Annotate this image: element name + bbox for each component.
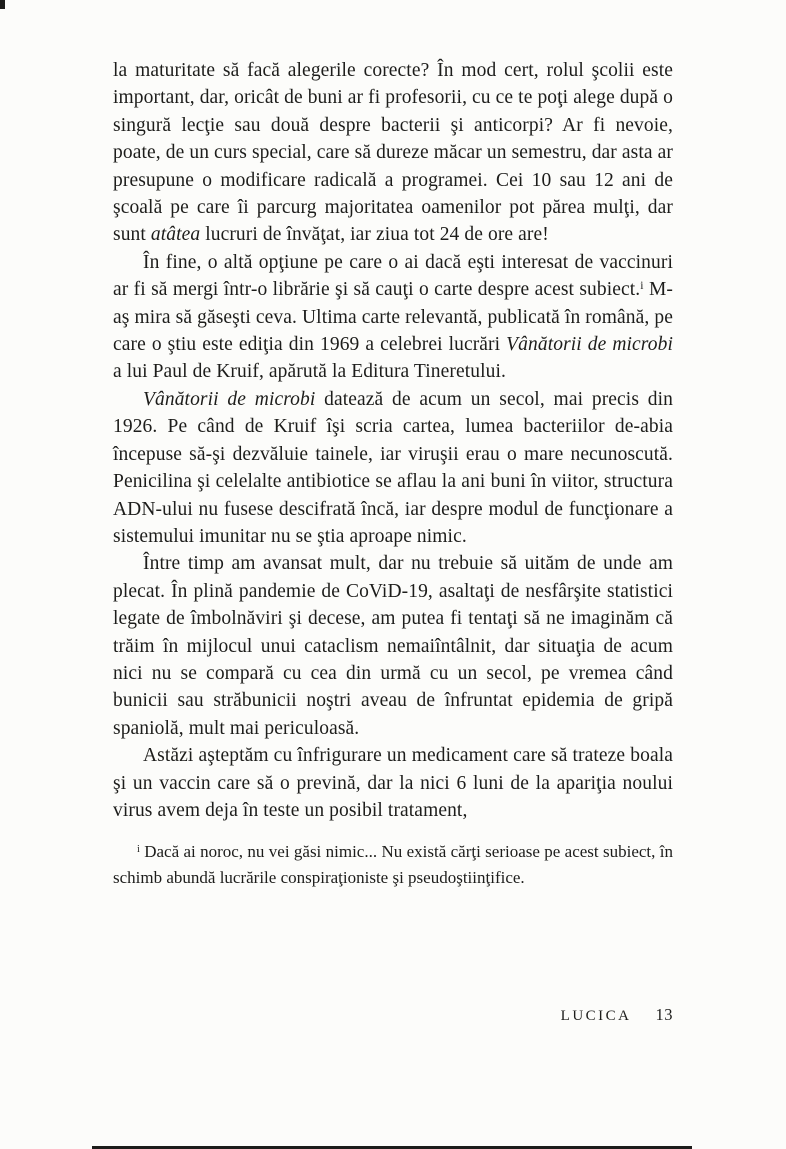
text-run: la maturitate să facă alegerile corecte? În mod cert, rolul şcolii este important, dar, oricât de buni ar fi profesorii, cu ce te poţi alege după o singură lecţie sau două despre bacterii şi anticorpi? Ar fi nevoie, poate, de un curs special, care să dureze măcar un semestru, dar asta ar presupune o modificare radicală a programei. Cei 10 sau 12 ani de şcoală pe care îi parcurg majoritatea oamenilor pot părea mulţi, dar sunt bbox=[113, 60, 673, 246]
page-footer bbox=[113, 1005, 673, 1025]
text-run: În fine, o altă opţiune pe care o ai dacă eşti interesat de vaccinuri ar fi să mergi într-o librărie şi să cauţi o carte despre acest subiect. bbox=[113, 251, 673, 301]
footnote-marker: i bbox=[137, 844, 140, 856]
footnote-paragraph bbox=[113, 839, 673, 891]
italic-text-run: Vânătorii de microbi bbox=[143, 388, 316, 410]
footnote-marker: i bbox=[640, 279, 644, 293]
text-run: a lui Paul de Kruif, apărută la Editura Tineretului. bbox=[113, 361, 506, 383]
italic-text-run: atâtea bbox=[150, 224, 201, 246]
text-run: lucruri de învăţat, iar ziua tot 24 de ore are! bbox=[200, 224, 549, 246]
body-paragraph bbox=[113, 57, 673, 249]
body-paragraph bbox=[113, 550, 673, 742]
scan-artifact-top-left bbox=[0, 0, 5, 9]
body-paragraph bbox=[113, 386, 673, 550]
body-text bbox=[113, 57, 673, 824]
text-run: Dacă ai noroc, nu vei găsi nimic... Nu există cărţi serioase pe acest subiect, în schimb abundă lucrările conspiraţioniste şi pseudoştiinţifice. bbox=[113, 842, 673, 888]
page-content bbox=[113, 57, 673, 891]
text-run: datează de acum un secol, mai precis din 1926. Pe când de Kruif îşi scria cartea, lumea bacteriilor de-abia începuse să-şi dezvăluie tainele, iar viruşii erau o mare necunoscută. Penicilina şi celelalte antibiotice se aflau la ani buni în viitor, structura ADN-ului nu fusese descifrată încă, iar despre modul de funcţionare a sistemului imunitar nu se ştia aproape nimic. bbox=[113, 388, 673, 547]
text-run: Între timp am avansat mult, dar nu trebuie să uităm de unde am plecat. În plină pandemie de CoViD-19, asaltaţi de nesfârşite statistici legate de îmbolnăviri şi decese, am putea fi tentaţi să ne imaginăm că trăim în mijlocul unui cataclism nemaiîntâlnit, dar situaţia de acum nici nu se compară cu cea din urmă cu un secol, pe vremea când bunicii sau străbunicii noştri aveau de înfruntat epidemia de gripă spaniolă, mult mai periculoasă. bbox=[113, 553, 673, 739]
body-paragraph bbox=[113, 249, 673, 386]
running-title: LUCICA bbox=[560, 1008, 632, 1024]
text-run: M-aş mira să găseşti ceva. Ultima carte relevantă, publicată în română, pe care o ştiu este ediţia din 1969 a celebrei lucrări bbox=[113, 279, 673, 356]
text-run: Astăzi aşteptăm cu înfrigurare un medicament care să trateze boala şi un vaccin care să o prevină, dar la nici 6 luni de la apariţia noului virus avem deja în teste un posibil tratament, bbox=[113, 745, 673, 821]
body-paragraph bbox=[113, 742, 673, 824]
italic-text-run: Vânătorii de microbi bbox=[506, 334, 673, 356]
footnote-block bbox=[113, 839, 673, 891]
page-number: 13 bbox=[655, 1005, 673, 1024]
